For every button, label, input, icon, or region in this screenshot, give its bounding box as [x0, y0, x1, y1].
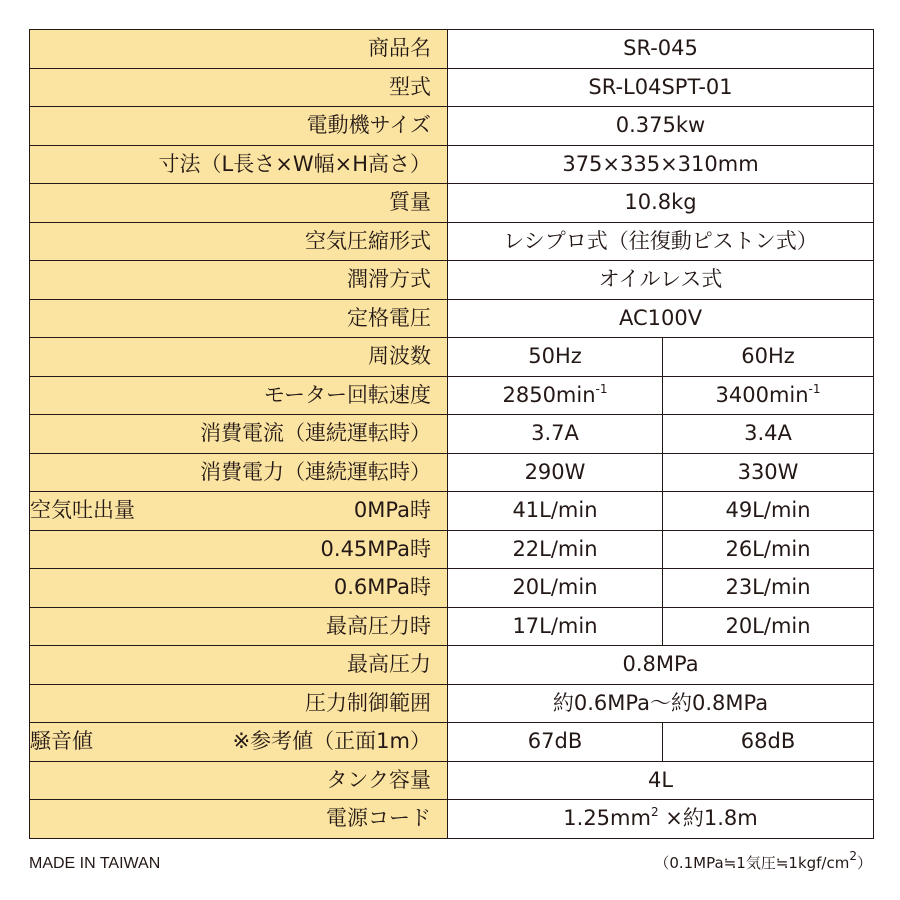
value-60hz: 330W: [663, 453, 874, 492]
origin-note: MADE IN TAIWAN: [29, 855, 161, 872]
row-label: 型式: [30, 68, 448, 107]
row-value: AC100V: [448, 299, 874, 338]
table-row: [30, 761, 874, 800]
note-text: （0.1MPa≒1気圧≒1kgf/cm: [654, 854, 850, 872]
row-label: 周波数: [30, 338, 448, 377]
value-60hz: 60Hz: [663, 338, 874, 377]
table-row: [30, 492, 874, 531]
table-row: [30, 184, 874, 223]
table-row: [30, 684, 874, 723]
row-label: 電動機サイズ: [30, 107, 448, 146]
row-label: 最高圧力: [30, 646, 448, 685]
value-exponent: -1: [808, 381, 821, 396]
value-60hz: 20L/min: [663, 607, 874, 646]
row-label: 消費電流（連続運転時）: [30, 415, 448, 454]
row-value: 10.8kg: [448, 184, 874, 223]
row-value: 約0.6MPa～約0.8MPa: [448, 684, 874, 723]
value-50hz: [448, 376, 663, 415]
value-60hz: 3.4A: [663, 415, 874, 454]
note-text: ）: [856, 854, 872, 872]
row-label: 潤滑方式: [30, 261, 448, 300]
row-label: 消費電力（連続運転時）: [30, 453, 448, 492]
table-row: [30, 30, 874, 69]
table-row: [30, 376, 874, 415]
row-label: [30, 723, 448, 762]
row-value: オイルレス式: [448, 261, 874, 300]
value-60hz: 26L/min: [663, 530, 874, 569]
row-value: [448, 800, 874, 839]
row-label: 最高圧力時: [30, 607, 448, 646]
table-row: [30, 107, 874, 146]
row-label: 商品名: [30, 30, 448, 69]
row-value: レシプロ式（往復動ピストン式）: [448, 222, 874, 261]
value-text: ×約1.8m: [658, 806, 758, 831]
row-label: 空気圧縮形式: [30, 222, 448, 261]
table-row: [30, 569, 874, 608]
table-row: [30, 68, 874, 107]
table-row: [30, 415, 874, 454]
value-50hz: 17L/min: [448, 607, 663, 646]
value-exponent: -1: [595, 381, 608, 396]
value-50hz: 20L/min: [448, 569, 663, 608]
group-label: 空気吐出量: [30, 498, 135, 523]
table-row: [30, 723, 874, 762]
value-60hz: 68dB: [663, 723, 874, 762]
row-label: 0.45MPa時: [30, 530, 448, 569]
value-text: 1.25mm: [563, 806, 651, 831]
value-60hz: [663, 376, 874, 415]
table-row: [30, 145, 874, 184]
row-label: 定格電圧: [30, 299, 448, 338]
value-text: 3400min: [715, 382, 809, 407]
value-exponent: 2: [650, 805, 659, 820]
sub-label: ※参考値（正面1m）: [232, 729, 431, 754]
table-row: [30, 607, 874, 646]
row-value: 4L: [448, 761, 874, 800]
value-50hz: 290W: [448, 453, 663, 492]
row-label: [30, 492, 448, 531]
value-text: 2850min: [502, 382, 596, 407]
row-value: SR-045: [448, 30, 874, 69]
row-label: 圧力制御範囲: [30, 684, 448, 723]
table-row: [30, 800, 874, 839]
row-label: 質量: [30, 184, 448, 223]
value-50hz: 50Hz: [448, 338, 663, 377]
value-50hz: 22L/min: [448, 530, 663, 569]
row-label: タンク容量: [30, 761, 448, 800]
table-row: [30, 530, 874, 569]
spec-table: [29, 29, 874, 839]
value-60hz: 49L/min: [663, 492, 874, 531]
value-50hz: 41L/min: [448, 492, 663, 531]
row-label: 0.6MPa時: [30, 569, 448, 608]
value-60hz: 23L/min: [663, 569, 874, 608]
table-row: [30, 299, 874, 338]
note-exponent: 2: [849, 849, 857, 863]
row-label: 電源コード: [30, 800, 448, 839]
table-row: [30, 222, 874, 261]
sub-label: 0MPa時: [353, 498, 431, 523]
row-value: SR-L04SPT-01: [448, 68, 874, 107]
table-row: [30, 338, 874, 377]
group-label: 騒音値: [30, 729, 93, 754]
value-50hz: 67dB: [448, 723, 663, 762]
row-label: 寸法（L長さ×W幅×H高さ）: [30, 145, 448, 184]
value-50hz: 3.7A: [448, 415, 663, 454]
row-label: モーター回転速度: [30, 376, 448, 415]
table-row: [30, 261, 874, 300]
table-row: [30, 453, 874, 492]
row-value: 0.8MPa: [448, 646, 874, 685]
row-value: 0.375kw: [448, 107, 874, 146]
pressure-conversion-note: [654, 849, 872, 873]
row-value: 375×335×310mm: [448, 145, 874, 184]
table-row: [30, 646, 874, 685]
